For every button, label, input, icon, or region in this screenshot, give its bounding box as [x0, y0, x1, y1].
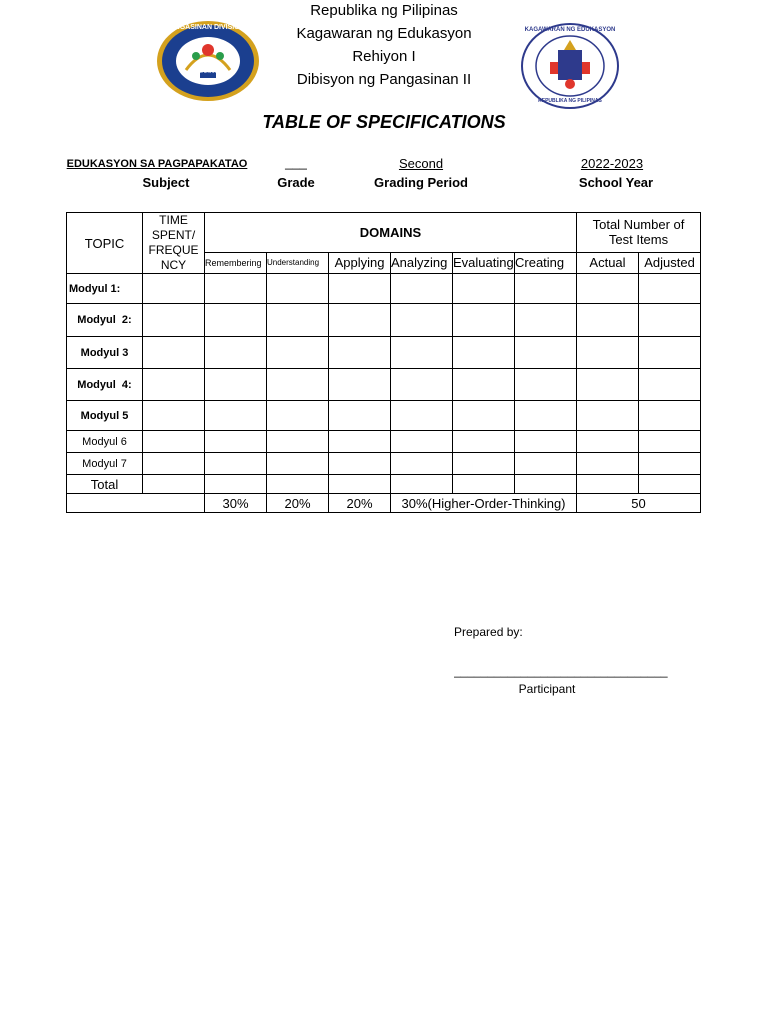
table-row [67, 337, 701, 369]
table-cell[interactable] [391, 274, 453, 304]
table-cell[interactable] [267, 431, 329, 453]
table-cell[interactable] [577, 369, 639, 401]
table-cell[interactable] [453, 453, 515, 475]
table-row [67, 431, 701, 453]
table-cell[interactable] [453, 431, 515, 453]
table-cell[interactable] [143, 401, 205, 431]
table-cell[interactable] [391, 401, 453, 431]
table-cell[interactable] [515, 369, 577, 401]
table-cell[interactable] [267, 453, 329, 475]
table-cell[interactable] [577, 337, 639, 369]
col-actual: Actual [577, 252, 639, 273]
col-adjusted: Adjusted [639, 252, 701, 273]
table-row [67, 401, 701, 431]
table-cell[interactable] [391, 475, 453, 494]
table-cell[interactable] [639, 453, 701, 475]
col-evaluating: Evaluating [453, 252, 515, 273]
row-label: Modyul 7 [67, 453, 143, 475]
domains-header: DOMAINS [205, 213, 577, 253]
time-spent-header [143, 213, 205, 274]
table-cell[interactable] [205, 401, 267, 431]
table-cell[interactable] [267, 369, 329, 401]
header-line-division: Dibisyon ng Pangasinan II [296, 71, 472, 88]
table-cell[interactable] [391, 453, 453, 475]
percent-remembering: 30% [205, 494, 267, 513]
table-cell[interactable] [639, 304, 701, 337]
time-header-line: SPENT/ [151, 228, 196, 242]
table-cell[interactable] [639, 401, 701, 431]
header-line-republic: Republika ng Pilipinas [310, 2, 458, 19]
school-year-value: 2022-2023 [580, 156, 644, 171]
table-row [67, 304, 701, 337]
total-header-line: Test Items [608, 232, 669, 248]
total-row-label: Total [67, 475, 143, 494]
document-title: TABLE OF SPECIFICATIONS [262, 112, 506, 132]
total-header-line: Total Number of [592, 217, 685, 233]
col-remembering: Remembering [205, 252, 267, 273]
table-cell[interactable] [329, 304, 391, 337]
table-cell[interactable] [515, 453, 577, 475]
table-cell[interactable] [329, 431, 391, 453]
table-cell[interactable] [143, 304, 205, 337]
table-cell[interactable] [453, 274, 515, 304]
row-label: Modyul 5 [67, 401, 143, 431]
table-cell[interactable] [205, 431, 267, 453]
table-row-percent [67, 494, 701, 513]
table-cell[interactable] [453, 401, 515, 431]
table-cell[interactable] [267, 337, 329, 369]
table-row [67, 453, 701, 475]
header-line-region: Rehiyon I [352, 48, 416, 65]
table-cell[interactable] [143, 475, 205, 494]
table-cell[interactable] [639, 475, 701, 494]
row-label: Modyul 6 [67, 431, 143, 453]
table-cell[interactable] [639, 274, 701, 304]
table-cell[interactable] [143, 431, 205, 453]
table-cell[interactable] [577, 475, 639, 494]
table-cell[interactable] [267, 401, 329, 431]
grade-label: Grade [277, 175, 315, 190]
table-cell[interactable] [577, 453, 639, 475]
table-cell[interactable] [143, 274, 205, 304]
table-cell[interactable] [205, 274, 267, 304]
row-label: Modyul 1: [67, 274, 143, 304]
table-cell[interactable] [205, 304, 267, 337]
seal-ring-top: KAGAWARAN NG EDUKASYON [524, 27, 616, 33]
col-analyzing: Analyzing [391, 252, 453, 273]
percent-higher-order: 30%(Higher-Order-Thinking) [391, 494, 577, 513]
header-line-department: Kagawaran ng Edukasyon [296, 25, 472, 42]
table-cell[interactable] [267, 274, 329, 304]
table-cell[interactable] [329, 369, 391, 401]
table-cell[interactable] [329, 337, 391, 369]
participant-label: Participant [518, 682, 576, 696]
grading-period-label: Grading Period [374, 175, 468, 190]
table-cell[interactable] [577, 401, 639, 431]
table-cell[interactable] [205, 337, 267, 369]
table-row-total [67, 475, 701, 494]
table-cell[interactable] [577, 431, 639, 453]
table-cell[interactable] [577, 274, 639, 304]
col-understanding: Understanding [267, 252, 329, 273]
table-cell[interactable] [329, 401, 391, 431]
table-cell[interactable] [329, 453, 391, 475]
row-label: Modyul 3 [67, 337, 143, 369]
percent-applying: 20% [329, 494, 391, 513]
subject-value: EDUKASYON SA PAGPAPAKATAO [66, 158, 248, 170]
row-label: Modyul 4: [67, 369, 143, 401]
school-year-label: School Year [578, 175, 654, 190]
table-cell[interactable] [205, 475, 267, 494]
table-cell[interactable] [143, 369, 205, 401]
col-creating: Creating [515, 252, 577, 273]
total-items-header [577, 213, 701, 253]
table-cell[interactable] [639, 431, 701, 453]
table-cell[interactable] [391, 369, 453, 401]
time-header-line: NCY [160, 258, 187, 272]
table-cell[interactable] [143, 453, 205, 475]
percent-understanding: 20% [267, 494, 329, 513]
table-cell[interactable] [205, 369, 267, 401]
table-cell[interactable] [267, 475, 329, 494]
table-cell[interactable] [453, 337, 515, 369]
table-cell[interactable] [515, 274, 577, 304]
time-header-line: TIME [159, 213, 188, 227]
signature-line: ________________________________ [454, 664, 668, 678]
subject-label: Subject [142, 175, 190, 190]
table-cell[interactable] [515, 337, 577, 369]
table-cell[interactable] [577, 304, 639, 337]
table-cell[interactable] [515, 475, 577, 494]
specifications-table [66, 212, 701, 513]
table-cell[interactable] [143, 337, 205, 369]
seal-ring-bottom: REPUBLIKA NG PILIPINAS [538, 98, 602, 104]
prepared-by-label: Prepared by: [454, 625, 523, 639]
topic-header: TOPIC [67, 213, 143, 274]
table-cell[interactable] [205, 453, 267, 475]
percent-row-blank [67, 494, 205, 513]
table-cell[interactable] [391, 431, 453, 453]
table-row [67, 274, 701, 304]
table-cell[interactable] [639, 337, 701, 369]
table-cell[interactable] [515, 304, 577, 337]
table-cell[interactable] [453, 475, 515, 494]
table-cell[interactable] [453, 304, 515, 337]
table-cell[interactable] [329, 475, 391, 494]
row-label: Modyul 2: [67, 304, 143, 337]
logo-ring-text: PANGASINAN DIVISION II [165, 24, 251, 31]
table-cell[interactable] [391, 304, 453, 337]
table-cell[interactable] [267, 304, 329, 337]
table-cell[interactable] [515, 431, 577, 453]
time-header-line: FREQUE [148, 243, 199, 257]
col-applying: Applying [329, 252, 391, 273]
grade-value: ___ [285, 155, 307, 170]
percent-total-items: 50 [577, 494, 701, 513]
table-cell[interactable] [639, 369, 701, 401]
grading-period-value: Second [398, 156, 444, 171]
table-cell[interactable] [391, 337, 453, 369]
logo-motto: WNALOMAN [193, 69, 223, 75]
table-cell[interactable] [453, 369, 515, 401]
logo-year: 1990 [199, 86, 217, 95]
table-row [67, 369, 701, 401]
table-cell[interactable] [515, 401, 577, 431]
table-cell[interactable] [329, 274, 391, 304]
